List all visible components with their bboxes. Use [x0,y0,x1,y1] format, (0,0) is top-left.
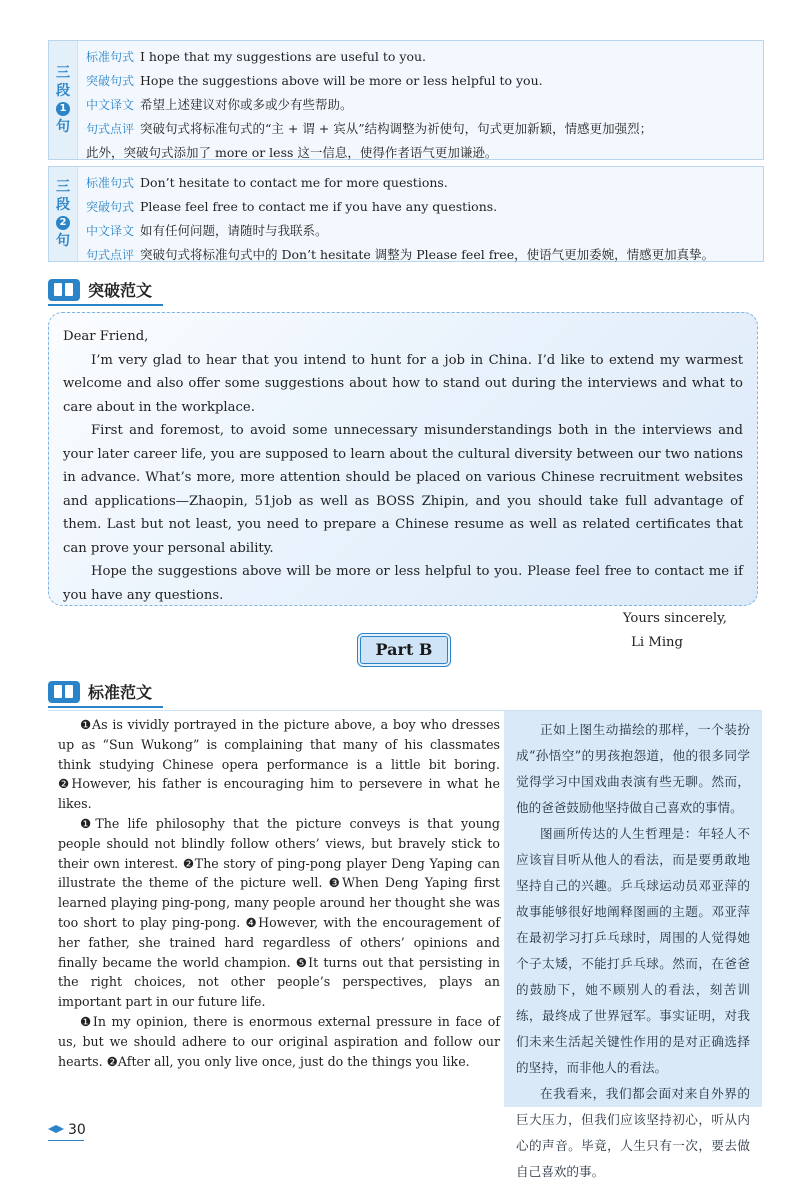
analysis-row [86,45,755,69]
book-icon [48,279,80,301]
row-tag: 句式点评 [86,122,135,136]
letter-paragraph: First and foremost, to avoid some unnecessary misunderstandings both in the interviews and your later career life, you are supposed to learn about the cultural diversity between our two nations in advance. What’s more, more attention should be placed on various Chinese recruitment websites and applications—Zhaopin, 51job as well as BOSS Zhipin, and you should take full advantage of them. Last but not least, you need to prepare a Chinese resume as well as related certificates that can prove your personal ability. [63,423,743,556]
letter-paragraph: I’m very glad to hear that you intend to hunt for a job in China. I’d like to extend my warmest welcome and also offer some suggestions about how to stand out during the interviews and what to care about in the workplace. [63,352,743,415]
row-text: 突破句式将标准句式中的 Don’t hesitate 调整为 Please feel free，使语气更加委婉，情感更加真挚。 [140,247,715,262]
row-text: 如有任何问题，请随时与我联系。 [140,223,328,238]
side-char: 段 [56,197,70,213]
side-char: 三 [56,179,70,195]
title-underline [48,304,163,306]
analysis-row [86,171,755,195]
section-title-text: 突破范文 [88,281,153,300]
letter-signature-name: Li Ming [631,634,683,650]
row-text: I hope that my suggestions are useful to you. [140,49,426,64]
page-number-text: 30 [68,1122,86,1138]
row-text: Please feel free to contact me if you have any questions. [140,199,498,214]
analysis-row [86,141,755,164]
analysis-row [86,69,755,93]
block-side-label [49,167,78,261]
title-underline [48,706,163,708]
row-tag: 句式点评 [86,248,135,262]
section-title-standard [48,680,152,703]
side-char: 句 [56,233,70,249]
analysis-row [86,195,755,219]
essay-paragraph: ❶The life philosophy that the picture conveys is that young people should not blindly follow others’ views, but bravely stick to their own interest. ❷The story of ping-pong player Deng Yaping can illustrate the theme of the picture well. ❸When Deng Yaping first learned playing ping-pong, many people around her thought she was too short to play ping-pong. ❹However, with the encouragement of her father, she trained hard regardless of others’ opinions and finally became the world champion. ❺It turns out that persisting in the right choices, not other people’s perspectives, plays an important part in our future life. [58,815,500,1010]
side-char: 三 [56,65,70,81]
row-tag: 突破句式 [86,74,135,88]
book-icon [48,681,80,703]
section-title-text: 标准范文 [88,683,153,702]
chinese-translation [504,711,762,1179]
block-side-label [49,41,78,159]
essay-paragraph: ❶In my opinion, there is enormous external pressure in face of us, but we should adhere to our original aspiration and follow our hearts. ❷After all, you only live once, just do the things you like. [58,1013,500,1069]
row-tag: 标准句式 [86,50,135,64]
essay-paragraph: ❶As is vividly portrayed in the picture above, a boy who dresses up as “Sun Wukong” is complaining that many of his classmates think studying Chinese opera performance is a little bit boring. ❷However, his father is encouraging him to persevere in what he likes. [58,717,500,812]
english-essay [58,715,500,1071]
row-text: 希望上述建议对你或多或少有些帮助。 [140,97,353,112]
analysis-row [86,219,755,243]
row-tag: 突破句式 [86,200,135,214]
page-number [48,1122,86,1138]
row-tag: 中文译文 [86,98,135,112]
translation-paragraph: 正如上图生动描绘的那样，一个装扮成“孙悟空”的男孩抱怨道，他的很多同学觉得学习中国戏曲表演有些无聊。然而，他的爸爸鼓励他坚持做自己喜欢的事情。 [516,722,750,815]
sentence-analysis-block-2 [48,166,764,262]
section-title-breakthrough [48,278,152,301]
row-tag: 中文译文 [86,224,135,238]
row-tag: 标准句式 [86,176,135,190]
side-char: 段 [56,83,70,99]
letter-closing: Yours sincerely, [622,611,727,626]
graduation-cap-icon [48,1125,64,1135]
analysis-row [86,93,755,117]
row-text: Don’t hesitate to contact me for more questions. [140,175,448,190]
row-text: Hope the suggestions above will be more or less helpful to you. [140,73,543,88]
row-text: 此外，突破句式添加了 more or less 这一信息，使得作者语气更加谦逊。 [86,145,498,160]
sentence-analysis-block-1 [48,40,764,160]
side-number-badge: 2 [56,216,70,230]
translation-paragraph: 在我看来，我们都会面对来自外界的巨大压力，但我们应该坚持初心，听从内心的声音。毕竟，人生只有一次，要去做自己喜欢的事。 [516,1086,750,1179]
side-char: 句 [56,119,70,135]
translation-paragraph: 图画所传达的人生哲理是：年轻人不应该盲目听从他人的看法，而是要勇敢地坚持自己的兴趣。乒乓球运动员邓亚萍的故事能够很好地阐释图画的主题。邓亚萍在最初学习打乒乓球时，周围的人觉得她个子太矮，不能打乒乓球。然而，在爸爸的鼓励下，她不顾别人的看法，刻苦训练，最终成了世界冠军。事实证明，对我们未来生活起关键性作用的是对正确选择的坚持，而非他人的看法。 [516,826,750,1075]
letter-greeting: Dear Friend, [63,329,149,344]
side-number-badge: 1 [56,102,70,116]
letter-paragraph: Hope the suggestions above will be more or less helpful to you. Please feel free to contact me if you have any questions. [63,564,743,603]
part-b-label: Part B [360,636,448,664]
analysis-row [86,117,755,141]
row-text: 突破句式将标准句式的“主 + 谓 + 宾从”结构调整为祈使句，句式更加新颖，情感更加强烈； [140,121,653,136]
analysis-row [86,243,755,267]
page-number-underline [48,1140,84,1141]
